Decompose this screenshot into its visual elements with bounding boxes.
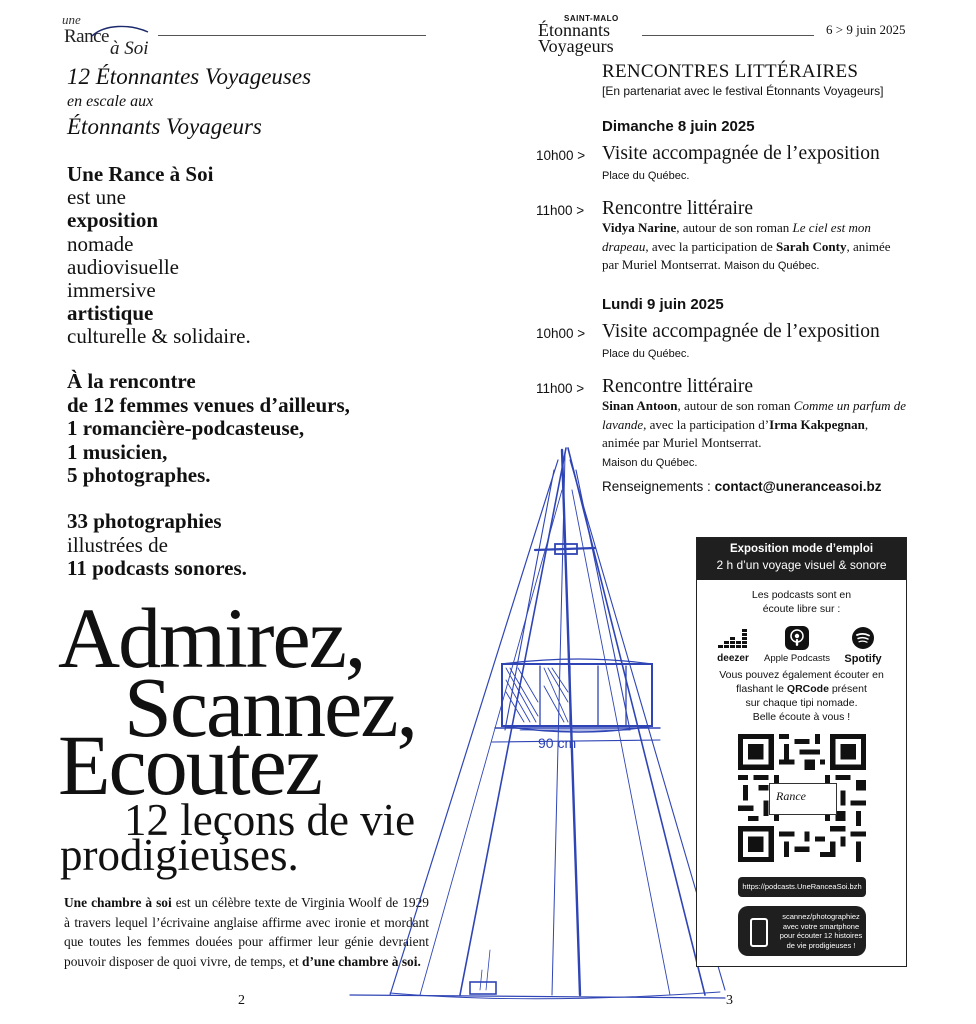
title-line-3: Étonnants Voyageurs [67,114,262,139]
page-title [67,62,311,142]
event-detail-text: , avec la participation d’ [643,416,770,432]
scan-instructions-text: scannez/photographiez avec votre smartphone pour écouter 12 histoires de vie prodigieuses ! [779,912,863,950]
qrcode-instructions-line: Belle écoute à vous ! [752,711,851,723]
desc-line: exposition [67,208,159,233]
deezer-link[interactable] [711,626,755,664]
contact-email-link[interactable]: contact@uneranceasoi.bz [714,479,882,494]
meet-women-block [67,370,350,488]
day-heading-monday: Lundi 9 juin 2025 [602,296,724,313]
event-time: 11h00 > [536,203,585,218]
guide-box-subtitle: 2 h d’un voyage visuel & sonore [716,558,887,572]
event-detail-text: , autour de son roman [676,220,793,235]
day-heading-sunday: Dimanche 8 juin 2025 [602,118,755,135]
contact-line [602,479,882,494]
title-line-1: 12 Étonnantes Voyageuses [67,64,312,89]
photos-line: 11 podcasts sonores. [67,556,247,580]
qrcode-text: flashant le [736,683,787,695]
desc-line: nomade [67,231,134,256]
desc-line: audiovisuelle [67,254,179,279]
woolf-bold-end: d’une chambre à soi. [302,953,421,969]
logo-une: une [62,12,81,27]
headline-ecoutez: Ecoutez [58,717,321,813]
event-guest-2: Irma Kakpegnan [769,416,865,432]
guide-box-title: Exposition mode d’emploi [729,543,874,555]
exhibition-description [67,163,251,349]
qr-logo-text: Rance [776,789,806,803]
logo-saint-malo: SAINT-MALO [564,14,619,23]
event-time: 10h00 > [536,326,586,341]
headline-admirez: Admirez, [58,590,365,686]
event-detail-text: , avec la participation de [645,238,777,254]
event-time: 11h00 > [536,381,585,396]
meet-line: de 12 femmes venues d’ailleurs, [67,392,350,417]
contact-label: Renseignements : [602,479,715,494]
spotify-label: Spotify [844,653,882,665]
section-subtitle: [En partenariat avec le festival Étonnants Voyageurs] [602,84,884,98]
page-number-left: 2 [238,993,245,1008]
headline-prodigieuses: prodigieuses. [60,830,299,880]
podcasts-intro [697,588,906,616]
desc-line: culturelle & solidaire. [67,324,251,349]
header-rule-right [642,35,814,36]
headline-scannez: Scannez, [124,659,417,755]
logo-asoi: à Soi [110,38,149,59]
qrcode-word: QRCode [786,683,829,695]
podcast-url-link[interactable]: https://podcasts.UneRanceaSoi.bzh [738,877,866,897]
apple-podcasts-icon [785,626,809,650]
desc-line: artistique [67,301,154,326]
meet-line: 1 musicien, [67,439,168,464]
etonnants-voyageurs-logo [536,14,636,56]
event-guest: Sinan Antoon [602,398,678,413]
header-rule-left [158,35,426,36]
woolf-bold-start: Une chambre à soi [64,895,172,910]
event-guest-2: Sarah Conty [776,238,847,254]
smartphone-icon [750,918,768,947]
event-title: Visite accompagnée de l’exposition [602,321,880,342]
exhibition-guide-box [696,537,907,967]
meet-line: 5 photographes. [67,463,211,487]
photos-line: illustrées de [67,532,168,557]
desc-line: Une Rance à Soi [67,162,214,186]
deezer-icon [718,626,748,650]
event-time: 10h00 > [536,148,586,163]
event-detail-text: , animée par Muriel Montserrat. [602,416,869,450]
apple-podcasts-link[interactable] [761,626,833,664]
event-title: Rencontre littéraire [602,198,754,219]
event-place: Place du Québec. [602,170,690,182]
desc-line: est une [67,185,126,210]
photos-line: 33 photographies [67,509,222,533]
une-rance-a-soi-logo [60,12,160,58]
qrcode-instructions-line [697,682,906,696]
qrcode-instructions-line: sur chaque tipi nomade. [745,697,858,709]
apple-podcasts-label: Apple Podcasts [763,653,830,664]
podcasts-intro-line: Les podcasts sont en [751,589,852,601]
event-detail-text: , autour de son roman [677,398,794,413]
logo-swoosh-icon [90,22,150,48]
festival-dates: 6 > 9 juin 2025 [826,22,906,37]
qrcode-instructions [697,668,906,724]
event-place: Place du Québec. [602,348,690,360]
event-title: Rencontre littéraire [602,376,754,397]
qrcode-instructions-line: Vous pouvez également écouter en [719,669,884,681]
logo-rance: Rance [64,26,109,47]
spotify-icon [851,626,875,650]
title-line-2: en escale aux [67,93,154,110]
tipi-sketch-illustration [330,430,730,1024]
event-guest: Vidya Narine [602,220,677,235]
event-detail-text: , animée par Muriel Montserrat. [602,238,891,272]
deezer-label: deezer [717,653,749,664]
logo-voyageurs: Voyageurs [538,36,614,56]
scan-instructions-badge [738,906,866,956]
photos-block [67,510,247,581]
event-title: Visite accompagnée de l’exposition [602,143,880,164]
headline-lecons: 12 leçons de vie [124,795,416,845]
guide-box-header [697,538,906,580]
event-detail [602,219,902,276]
event-book: Comme un parfum de lavande [602,398,907,432]
woolf-text: est un célèbre texte de Virginia Woolf de 1929 à travers lequel l’écrivaine anglaise affirme avec ironie et mordant que toutes les femmes douées pour affirmer leur génie devraient pouvoir disposer de quoi vivre, de temps, et [64,895,429,969]
podcasts-intro-line: écoute libre sur : [762,603,841,615]
logo-etonnants: Étonnants [538,20,610,40]
page-number-right: 3 [726,993,733,1008]
sketch-dimension-label: 90 cm [538,735,577,751]
meet-line: À la rencontre [67,369,196,393]
spotify-link[interactable] [837,626,889,665]
event-detail [602,397,907,472]
qrcode-text: présent [828,683,867,695]
qr-center-logo [769,783,837,815]
event-book: Le ciel est mon drapeau [602,220,871,254]
desc-line: immersive [67,278,156,303]
meet-line: 1 romancière-podcasteuse, [67,416,305,440]
event-place: Maison du Québec. [602,456,698,469]
section-title: RENCONTRES LITTÉRAIRES [602,61,859,82]
event-place: Maison du Québec. [724,260,820,272]
